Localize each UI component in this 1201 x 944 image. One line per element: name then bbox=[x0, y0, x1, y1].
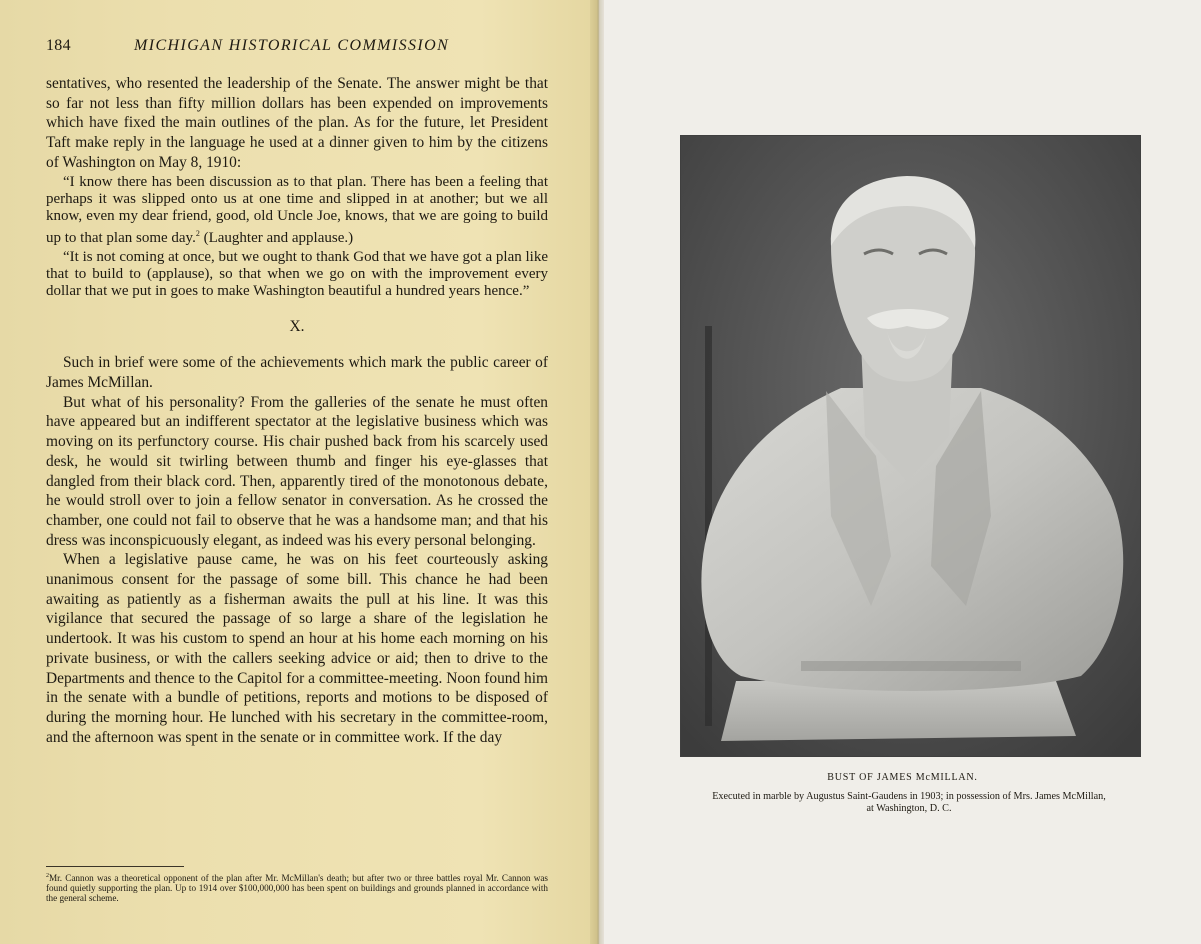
bust-illustration bbox=[681, 136, 1140, 756]
quote-paragraph-1 bbox=[46, 174, 548, 248]
paragraph-1: sentatives, who resented the leadership of the Senate. The answer might be that so far not less than fifty million dollars has been expended on improvements which have fixed the main outlines of the plan. As for the future, let President Taft make reply in the language he used at a dinner given to him by the citizens of Washington on May 8, 1910: bbox=[46, 75, 548, 171]
paragraph-2: Such in brief were some of the achievements which mark the public career of James McMillan. bbox=[46, 354, 548, 391]
quote-1-applause: (Laughter and applause.) bbox=[199, 230, 354, 247]
footnote-text: Mr. Cannon was a theoretical opponent of the plan after Mr. McMillan's death; but after two or three battles royal Mr. Cannon was found quietly supporting the plan. Up to 1914 over $100,000,000 has been spent on buildings and grounds planned in accordance with the general scheme. bbox=[46, 873, 548, 903]
running-title: MICHIGAN HISTORICAL COMMISSION bbox=[134, 37, 450, 54]
footnote-marker: 2 bbox=[46, 873, 49, 879]
quote-1-text: “I know there has been discussion as to that plan. There has been a feeling that perhaps it was slipped onto us at one time and slipped in at another; but we all know, even my dear friend, good, old Uncle Joe, knows, that we are going to build up to that plan some day. bbox=[46, 173, 548, 247]
paragraph-4: When a legislative pause came, he was on his feet courteously asking unanimous consent for the passage of some bill. This chance he had been awaiting as patiently as a fisherman awaits the pull at his line. It was this vigilance that secured the passage of so large a share of the legislation he undertook. It was his custom to spend an hour at his home each morning on his private business, or with the callers seeking advice or aid; then to drive to the Departments and thence to the Capitol for a committee-meeting. Noon found him in the senate with a bundle of petitions, reports and motions to be disposed of during the morning hour. He lunched with his secretary in the committee-room, and the afternoon was spent in the senate or in committee work. If the day bbox=[46, 551, 548, 746]
caption-title: BUST OF JAMES McMILLAN. bbox=[827, 772, 978, 783]
footnote bbox=[46, 872, 548, 904]
section-heading: X. bbox=[289, 317, 305, 335]
running-head bbox=[46, 37, 546, 59]
caption-text bbox=[654, 791, 1164, 816]
footnote-divider bbox=[46, 866, 184, 867]
caption-line-1: Executed in marble by Augustus Saint-Gaudens in 1903; in possession of Mrs. James McMillan, bbox=[712, 791, 1106, 802]
paragraph-3: But what of his personality? From the galleries of the senate he must often have appeared but an indifferent spectator at the legislative business which was moving on its perfunctory course. His chair pushed back from his scarcely used desk, he would sit twirling between thumb and finger his eye-glasses that dangled from their black cord. Then, apparently tired of the monotonous debate, he would stroll over to join a fellow senator in conversation. As he crossed the chamber, one could not fail to observe that he was a handsome man; and that his dress was inconspicuously elegant, as indeed was his every personal belonging. bbox=[46, 393, 548, 549]
body-text bbox=[46, 74, 548, 747]
bust-photograph bbox=[680, 135, 1141, 757]
footnote-reference: 2 bbox=[195, 229, 200, 239]
page-number: 184 bbox=[46, 37, 71, 54]
caption-line-2: at Washington, D. C. bbox=[866, 803, 952, 815]
quote-paragraph-2: “It is not coming at once, but we ought to thank God that we have got a plan like that to build to (applause), so that when we go on with the improvement every dollar that we put in goes to make Washington beautiful a hundred years hence.” bbox=[46, 248, 548, 300]
